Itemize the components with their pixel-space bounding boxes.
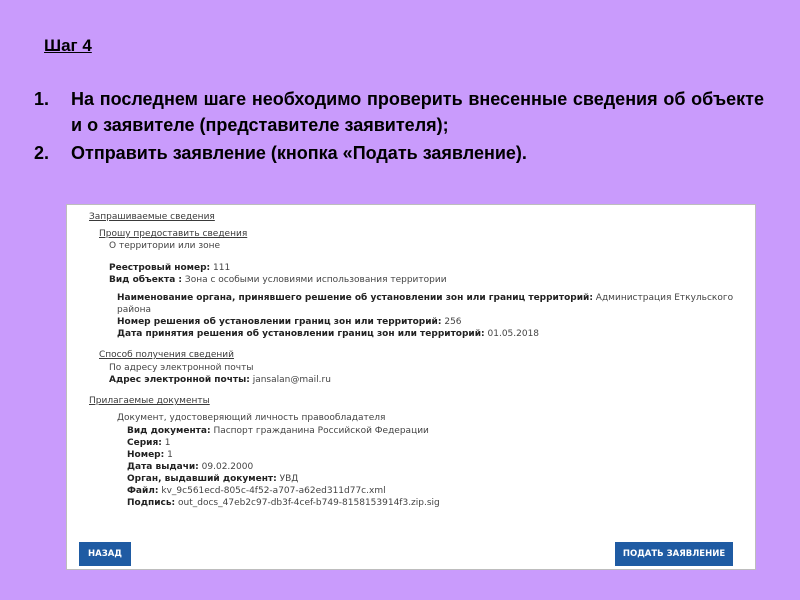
number-label: Номер: — [127, 450, 165, 460]
authority-value-continued: района — [117, 305, 151, 315]
object-type-label: Вид объекта : — [109, 275, 183, 285]
decision-date-field — [117, 328, 539, 340]
back-button[interactable]: НАЗАД — [79, 542, 131, 566]
attached-docs-title: Прилагаемые документы — [89, 396, 210, 406]
decision-number-field — [117, 316, 462, 328]
instruction-number: 2. — [34, 143, 50, 163]
issue-date-label: Дата выдачи: — [127, 462, 199, 472]
registry-number-value: 111 — [213, 263, 231, 273]
series-field — [127, 437, 170, 449]
submit-application-button[interactable]: ПОДАТЬ ЗАЯВЛЕНИЕ — [615, 542, 733, 566]
section-requested-title: Запрашиваемые сведения — [89, 212, 215, 222]
issuer-label: Орган, выдавший документ: — [127, 474, 277, 484]
file-field — [127, 485, 386, 497]
series-value: 1 — [164, 438, 171, 448]
email-field — [109, 374, 331, 386]
instruction-number: 1. — [34, 89, 50, 109]
authority-label: Наименование органа, принявшего решение об установлении зон или границ территорий: — [117, 293, 593, 303]
instruction-text: Отправить заявление (кнопка «Подать заявление). — [71, 143, 527, 163]
object-type-value: Зона с особыми условиями использования территории — [184, 275, 447, 285]
decision-number-label: Номер решения об установлении границ зон или территорий: — [117, 317, 442, 327]
authority-value: Администрация Еткульского — [595, 293, 734, 303]
method-value: По адресу электронной почты — [109, 363, 254, 373]
issue-date-value: 09.02.2000 — [201, 462, 254, 472]
document-title: Документ, удостоверяющий личность правообладателя — [117, 413, 386, 423]
instruction-item — [34, 86, 764, 138]
signature-field — [127, 497, 440, 509]
file-label: Файл: — [127, 486, 159, 496]
doc-type-field — [127, 425, 429, 437]
authority-field — [117, 292, 737, 304]
method-title: Способ получения сведений — [99, 350, 235, 360]
doc-type-label: Вид документа: — [127, 426, 211, 436]
email-label: Адрес электронной почты: — [109, 375, 250, 385]
instruction-item — [34, 140, 764, 166]
issuer-field — [127, 473, 298, 485]
decision-date-label: Дата принятия решения об установлении границ зон или территорий: — [117, 329, 485, 339]
application-summary-panel — [66, 204, 756, 570]
email-value: jansalan@mail.ru — [252, 375, 331, 385]
issue-date-field — [127, 461, 253, 473]
series-label: Серия: — [127, 438, 162, 448]
object-type-field — [109, 274, 447, 286]
instructions-list — [34, 86, 764, 168]
step-title: Шаг 4 — [44, 36, 92, 55]
decision-number-value: 256 — [444, 317, 462, 327]
signature-label: Подпись: — [127, 498, 176, 508]
decision-date-value: 01.05.2018 — [487, 329, 540, 339]
number-field — [127, 449, 173, 461]
about-territory-text: О территории или зоне — [109, 241, 221, 251]
number-value: 1 — [167, 450, 173, 460]
instruction-text: На последнем шаге необходимо проверить внесенные сведения об объекте и о заявителе (представителе заявителя); — [71, 89, 764, 135]
issuer-value: УВД — [279, 474, 299, 484]
file-value: kv_9c561ecd-805c-4f52-a707-a62ed311d77c.xml — [161, 486, 386, 496]
registry-number-field — [109, 262, 230, 274]
registry-number-label: Реестровый номер: — [109, 263, 211, 273]
doc-type-value: Паспорт гражданина Российской Федерации — [213, 426, 429, 436]
signature-value: out_docs_47eb2c97-db3f-4cef-b749-8158153914f3.zip.sig — [178, 498, 440, 508]
request-provide-title: Прошу предоставить сведения — [99, 229, 248, 239]
